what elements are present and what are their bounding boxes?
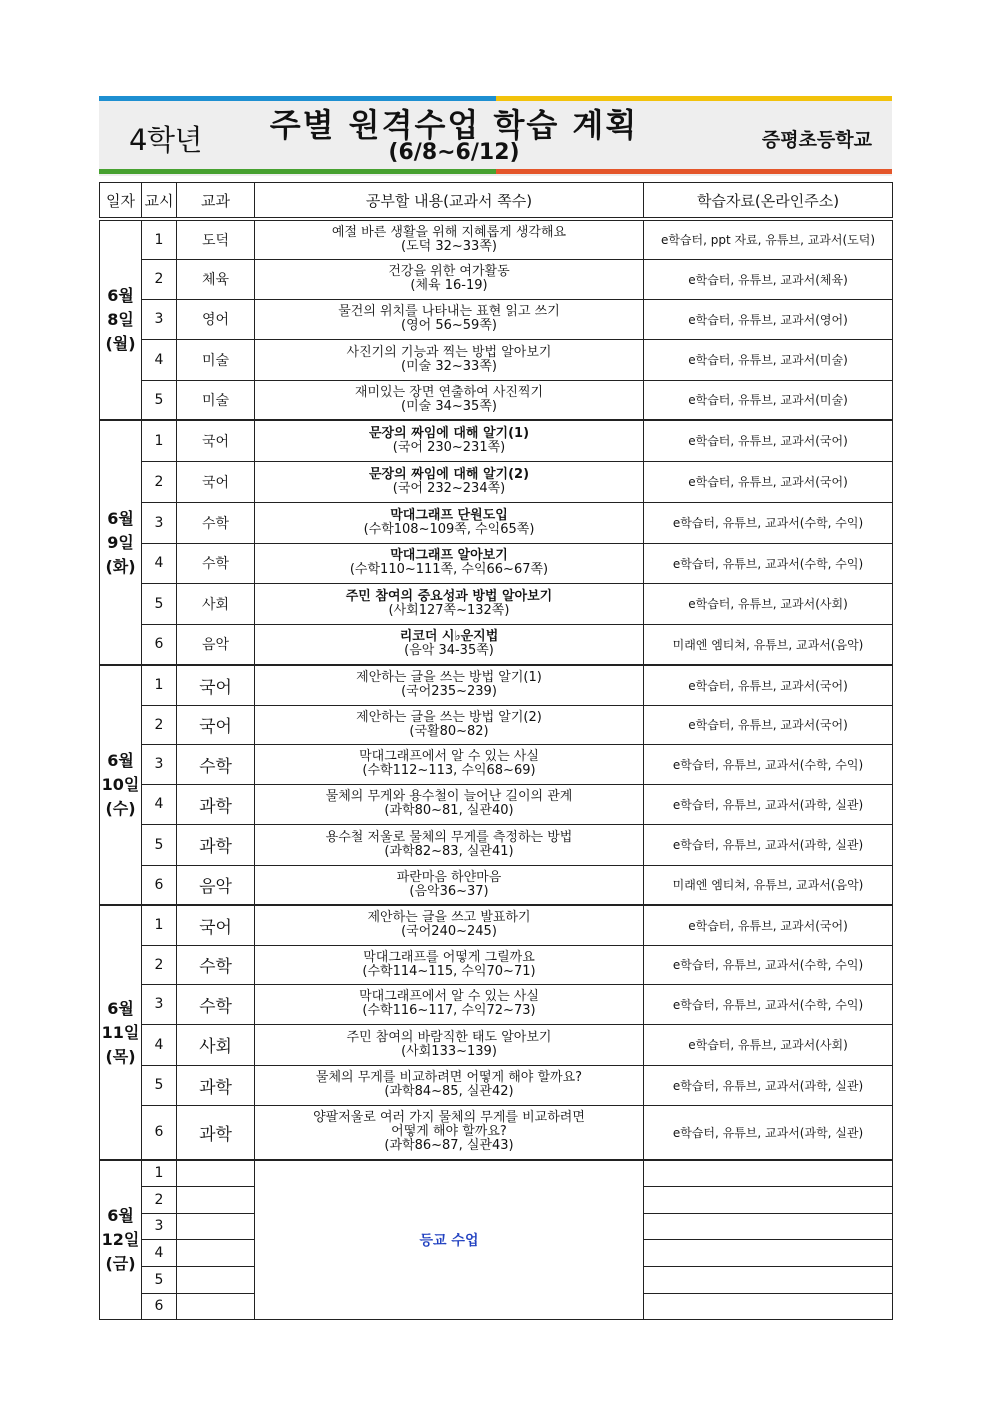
date-line: (월) xyxy=(105,334,136,353)
content-title: 용수철 저울로 물체의 무게를 측정하는 방법 xyxy=(325,829,573,845)
table-row xyxy=(100,865,893,905)
content-title: 건강을 위한 여가활동 xyxy=(388,264,510,279)
date-cell xyxy=(100,905,142,1160)
period-cell: 4 xyxy=(142,339,177,380)
subject-cell: 수학 xyxy=(177,945,255,984)
date-line: 11일 xyxy=(101,1022,140,1042)
period-cell: 3 xyxy=(142,744,177,784)
content-pages: (사회127쪽~132쪽) xyxy=(388,602,510,618)
resource-cell: e학습터, 유튜브, 교과서(과학, 실관) xyxy=(644,824,893,865)
resource-cell: e학습터, 유튜브, 교과서(국어) xyxy=(644,905,893,945)
content-title: 리코더 시♭운지법 xyxy=(399,629,499,645)
content-pages: (미술 32~33쪽) xyxy=(401,358,497,374)
header-bar-green xyxy=(99,169,496,174)
table-row xyxy=(100,905,893,945)
content-cell xyxy=(255,339,644,380)
period-cell: 1 xyxy=(142,1160,177,1186)
date-line: 6월 xyxy=(107,998,134,1018)
content-title: 물체의 무게와 용수철이 늘어난 길이의 관계 xyxy=(325,789,573,804)
content-title: 파란마음 하얀마음 xyxy=(396,869,502,885)
date-line: 6월 xyxy=(107,508,134,528)
subject-cell: 사회 xyxy=(177,583,255,624)
subject-cell: 영어 xyxy=(177,299,255,339)
content-pages: (수학108~109쪽, 수익65쪽) xyxy=(363,521,535,537)
date-line: 6월 xyxy=(107,286,134,305)
subject-cell xyxy=(177,1239,255,1266)
resource-cell: e학습터, 유튜브, 교과서(국어) xyxy=(644,420,893,461)
resource-cell xyxy=(644,1213,893,1239)
period-cell: 5 xyxy=(142,824,177,865)
table-row xyxy=(100,665,893,705)
period-cell: 4 xyxy=(142,1024,177,1065)
date-line: (화) xyxy=(105,556,136,576)
page-title: 주별 원격수업 학습 계획 xyxy=(269,106,639,144)
date-cell xyxy=(100,420,142,665)
period-cell: 4 xyxy=(142,543,177,583)
date-line: (목) xyxy=(105,1046,136,1066)
content-title: 문장의 짜임에 대해 알기(2) xyxy=(368,466,530,482)
date-line: 10일 xyxy=(101,775,140,794)
subject-cell xyxy=(177,1266,255,1293)
content-pages: (과학82~83, 실관41) xyxy=(384,843,514,859)
weekly-plan-table xyxy=(99,182,893,1320)
subject-cell: 사회 xyxy=(177,1024,255,1065)
content-pages: (영어 56~59쪽) xyxy=(401,318,497,333)
date-line: 12일 xyxy=(101,1229,140,1249)
table-row xyxy=(100,219,893,259)
resource-cell xyxy=(644,1160,893,1186)
table-row xyxy=(100,1065,893,1105)
content-pages: (사회133~139) xyxy=(401,1043,497,1059)
content-cell xyxy=(255,865,644,905)
period-cell: 2 xyxy=(142,1186,177,1213)
period-cell: 2 xyxy=(142,461,177,502)
document-header xyxy=(99,96,892,176)
subject-cell: 미술 xyxy=(177,339,255,380)
resource-cell: e학습터, 유튜브, 교과서(수학, 수익) xyxy=(644,744,893,784)
subject-cell: 수학 xyxy=(177,744,255,784)
subject-cell: 과학 xyxy=(177,1105,255,1160)
resource-cell: e학습터, 유튜브, 교과서(사회) xyxy=(644,1024,893,1065)
period-cell: 3 xyxy=(142,984,177,1024)
school-attendance-note: 등교 수업 xyxy=(255,1160,644,1319)
table-header-row xyxy=(100,183,893,220)
resource-cell: e학습터, ppt 자료, 유튜브, 교과서(도덕) xyxy=(644,219,893,259)
content-cell xyxy=(255,945,644,984)
content-cell xyxy=(255,219,644,259)
content-pages: (음악 34-35쪽) xyxy=(404,643,494,659)
resource-cell: e학습터, 유튜브, 교과서(체육) xyxy=(644,259,893,299)
date-line: 6월 xyxy=(107,1205,134,1225)
period-cell: 6 xyxy=(142,1293,177,1319)
content-title: 예절 바른 생활을 위해 지혜롭게 생각해요 xyxy=(331,224,567,240)
subject-cell: 음악 xyxy=(177,865,255,905)
content-pages: (수학112~113, 수익68~69) xyxy=(362,763,536,778)
resource-cell: e학습터, 유튜브, 교과서(국어) xyxy=(644,705,893,744)
content-title: 양팔저울로 여러 가지 물체의 무게를 비교하려면 xyxy=(313,1110,585,1126)
content-pages: (수학110~111쪽, 수익66~67쪽) xyxy=(349,562,549,577)
content-title-cont: 어떻게 해야 할까요? xyxy=(391,1124,507,1140)
period-cell: 6 xyxy=(142,865,177,905)
content-cell xyxy=(255,665,644,705)
content-pages: (음악36~37) xyxy=(409,883,489,899)
subject-cell: 과학 xyxy=(177,824,255,865)
content-title: 막대그래프에서 알 수 있는 사실 xyxy=(359,989,539,1004)
resource-cell: 미래엔 엠티쳐, 유튜브, 교과서(음악) xyxy=(644,624,893,665)
subject-cell: 국어 xyxy=(177,461,255,502)
subject-cell: 국어 xyxy=(177,905,255,945)
date-range: (6/8~6/12) xyxy=(388,140,520,165)
content-cell xyxy=(255,1065,644,1105)
resource-cell: e학습터, 유튜브, 교과서(수학, 수익) xyxy=(644,543,893,583)
content-pages: (과학80~81, 실관40) xyxy=(384,803,514,818)
period-cell: 5 xyxy=(142,583,177,624)
subject-cell: 미술 xyxy=(177,380,255,420)
col-header-content: 공부할 내용(교과서 쪽수) xyxy=(255,183,644,220)
table-row xyxy=(100,705,893,744)
content-cell xyxy=(255,461,644,502)
resource-cell xyxy=(644,1186,893,1213)
content-pages: (국어 230~231쪽) xyxy=(392,439,506,455)
content-pages: (국활80~82) xyxy=(409,723,489,739)
date-cell xyxy=(100,1160,142,1319)
content-cell xyxy=(255,784,644,824)
subject-cell: 도덕 xyxy=(177,219,255,259)
table-row xyxy=(100,502,893,543)
content-pages: (과학84~85, 실관42) xyxy=(384,1084,514,1099)
content-title: 막대그래프를 어떻게 그릴까요 xyxy=(363,949,535,965)
resource-cell: 미래엔 엠티쳐, 유튜브, 교과서(음악) xyxy=(644,865,893,905)
content-title: 주민 참여의 중요성과 방법 알아보기 xyxy=(345,588,553,604)
resource-cell: e학습터, 유튜브, 교과서(과학, 실관) xyxy=(644,1065,893,1105)
content-title: 문장의 짜임에 대해 알기(1) xyxy=(368,425,530,441)
school-name: 증평초등학교 xyxy=(761,129,872,151)
content-title: 제안하는 글을 쓰는 방법 알기(1) xyxy=(356,670,542,686)
period-cell: 5 xyxy=(142,1266,177,1293)
content-title: 주민 참여의 바람직한 태도 알아보기 xyxy=(346,1029,552,1045)
subject-cell: 체육 xyxy=(177,259,255,299)
period-cell: 2 xyxy=(142,945,177,984)
content-cell xyxy=(255,583,644,624)
content-title: 제안하는 글을 쓰는 방법 알기(2) xyxy=(356,709,542,725)
subject-cell: 수학 xyxy=(177,984,255,1024)
content-cell xyxy=(255,624,644,665)
period-cell: 5 xyxy=(142,380,177,420)
resource-cell xyxy=(644,1239,893,1266)
content-title: 막대그래프에서 알 수 있는 사실 xyxy=(359,749,539,764)
resource-cell: e학습터, 유튜브, 교과서(영어) xyxy=(644,299,893,339)
content-pages: (도덕 32~33쪽) xyxy=(401,238,497,254)
table-row xyxy=(100,461,893,502)
resource-cell: e학습터, 유튜브, 교과서(미술) xyxy=(644,339,893,380)
table-row xyxy=(100,1024,893,1065)
period-cell: 1 xyxy=(142,420,177,461)
content-cell xyxy=(255,259,644,299)
content-pages: (과학86~87, 실관43) xyxy=(384,1138,514,1154)
col-header-resource: 학습자료(온라인주소) xyxy=(644,183,893,220)
period-cell: 1 xyxy=(142,219,177,259)
period-cell: 2 xyxy=(142,705,177,744)
table-row xyxy=(100,583,893,624)
table-row xyxy=(100,339,893,380)
table-row xyxy=(100,984,893,1024)
period-cell: 3 xyxy=(142,1213,177,1239)
period-cell: 1 xyxy=(142,665,177,705)
content-title: 재미있는 장면 연출하여 사진찍기 xyxy=(354,384,544,400)
period-cell: 3 xyxy=(142,502,177,543)
subject-cell xyxy=(177,1186,255,1213)
resource-cell: e학습터, 유튜브, 교과서(과학, 실관) xyxy=(644,784,893,824)
date-cell xyxy=(100,665,142,905)
content-title: 막대그래프 알아보기 xyxy=(390,548,508,563)
table-row xyxy=(100,824,893,865)
resource-cell: e학습터, 유튜브, 교과서(국어) xyxy=(644,665,893,705)
subject-cell: 음악 xyxy=(177,624,255,665)
content-cell xyxy=(255,705,644,744)
resource-cell: e학습터, 유튜브, 교과서(미술) xyxy=(644,380,893,420)
content-pages: (체육 16-19) xyxy=(410,278,488,293)
resource-cell: e학습터, 유튜브, 교과서(국어) xyxy=(644,461,893,502)
period-cell: 6 xyxy=(142,1105,177,1160)
col-header-subject: 교과 xyxy=(177,183,255,220)
table-row xyxy=(100,259,893,299)
content-cell xyxy=(255,299,644,339)
subject-cell: 수학 xyxy=(177,502,255,543)
table-row xyxy=(100,744,893,784)
content-title: 제안하는 글을 쓰고 발표하기 xyxy=(367,910,531,926)
subject-cell xyxy=(177,1160,255,1186)
content-cell xyxy=(255,420,644,461)
date-cell xyxy=(100,219,142,420)
table-row xyxy=(100,1105,893,1160)
content-cell xyxy=(255,1105,644,1160)
content-pages: (국어240~245) xyxy=(401,924,497,940)
resource-cell: e학습터, 유튜브, 교과서(수학, 수익) xyxy=(644,984,893,1024)
header-bar-orange xyxy=(496,169,892,174)
subject-cell xyxy=(177,1293,255,1319)
subject-cell: 국어 xyxy=(177,420,255,461)
period-cell: 6 xyxy=(142,624,177,665)
content-title: 막대그래프 단원도입 xyxy=(390,507,508,523)
subject-cell: 수학 xyxy=(177,543,255,583)
table-row xyxy=(100,380,893,420)
content-cell xyxy=(255,1024,644,1065)
resource-cell: e학습터, 유튜브, 교과서(사회) xyxy=(644,583,893,624)
resource-cell: e학습터, 유튜브, 교과서(수학, 수익) xyxy=(644,945,893,984)
table-row xyxy=(100,1160,893,1186)
subject-cell: 과학 xyxy=(177,784,255,824)
period-cell: 1 xyxy=(142,905,177,945)
col-header-date: 일자 xyxy=(100,183,142,220)
content-cell xyxy=(255,744,644,784)
content-title: 사진기의 기능과 찍는 방법 알아보기 xyxy=(346,344,552,360)
date-line: (금) xyxy=(105,1253,136,1273)
content-pages: (국어235~239) xyxy=(401,684,497,700)
date-line: 6월 xyxy=(107,751,134,770)
grade-label: 4학년 xyxy=(129,123,202,157)
subject-cell xyxy=(177,1213,255,1239)
period-cell: 4 xyxy=(142,1239,177,1266)
table-row xyxy=(100,784,893,824)
period-cell: 5 xyxy=(142,1065,177,1105)
content-title: 물건의 위치를 나타내는 표현 읽고 쓰기 xyxy=(338,304,560,319)
content-cell xyxy=(255,905,644,945)
content-pages: (국어 232~234쪽) xyxy=(392,480,506,496)
content-pages: (미술 34~35쪽) xyxy=(401,398,497,414)
date-line: (수) xyxy=(105,799,136,818)
content-title: 물체의 무게를 비교하려면 어떻게 해야 할까요? xyxy=(315,1070,583,1085)
content-pages: (수학114~115, 수익70~71) xyxy=(362,963,536,979)
content-cell xyxy=(255,543,644,583)
content-cell xyxy=(255,380,644,420)
content-cell xyxy=(255,984,644,1024)
table-row xyxy=(100,945,893,984)
resource-cell xyxy=(644,1266,893,1293)
period-cell: 4 xyxy=(142,784,177,824)
resource-cell xyxy=(644,1293,893,1319)
date-line: 9일 xyxy=(107,532,134,552)
resource-cell: e학습터, 유튜브, 교과서(수학, 수익) xyxy=(644,502,893,543)
content-pages: (수학116~117, 수익72~73) xyxy=(362,1003,536,1018)
table-row xyxy=(100,420,893,461)
table-row xyxy=(100,299,893,339)
date-line: 8일 xyxy=(107,310,134,329)
table-row xyxy=(100,624,893,665)
subject-cell: 국어 xyxy=(177,665,255,705)
period-cell: 3 xyxy=(142,299,177,339)
resource-cell: e학습터, 유튜브, 교과서(과학, 실관) xyxy=(644,1105,893,1160)
col-header-period: 교시 xyxy=(142,183,177,220)
content-cell xyxy=(255,502,644,543)
subject-cell: 과학 xyxy=(177,1065,255,1105)
table-row xyxy=(100,543,893,583)
content-cell xyxy=(255,824,644,865)
period-cell: 2 xyxy=(142,259,177,299)
subject-cell: 국어 xyxy=(177,705,255,744)
